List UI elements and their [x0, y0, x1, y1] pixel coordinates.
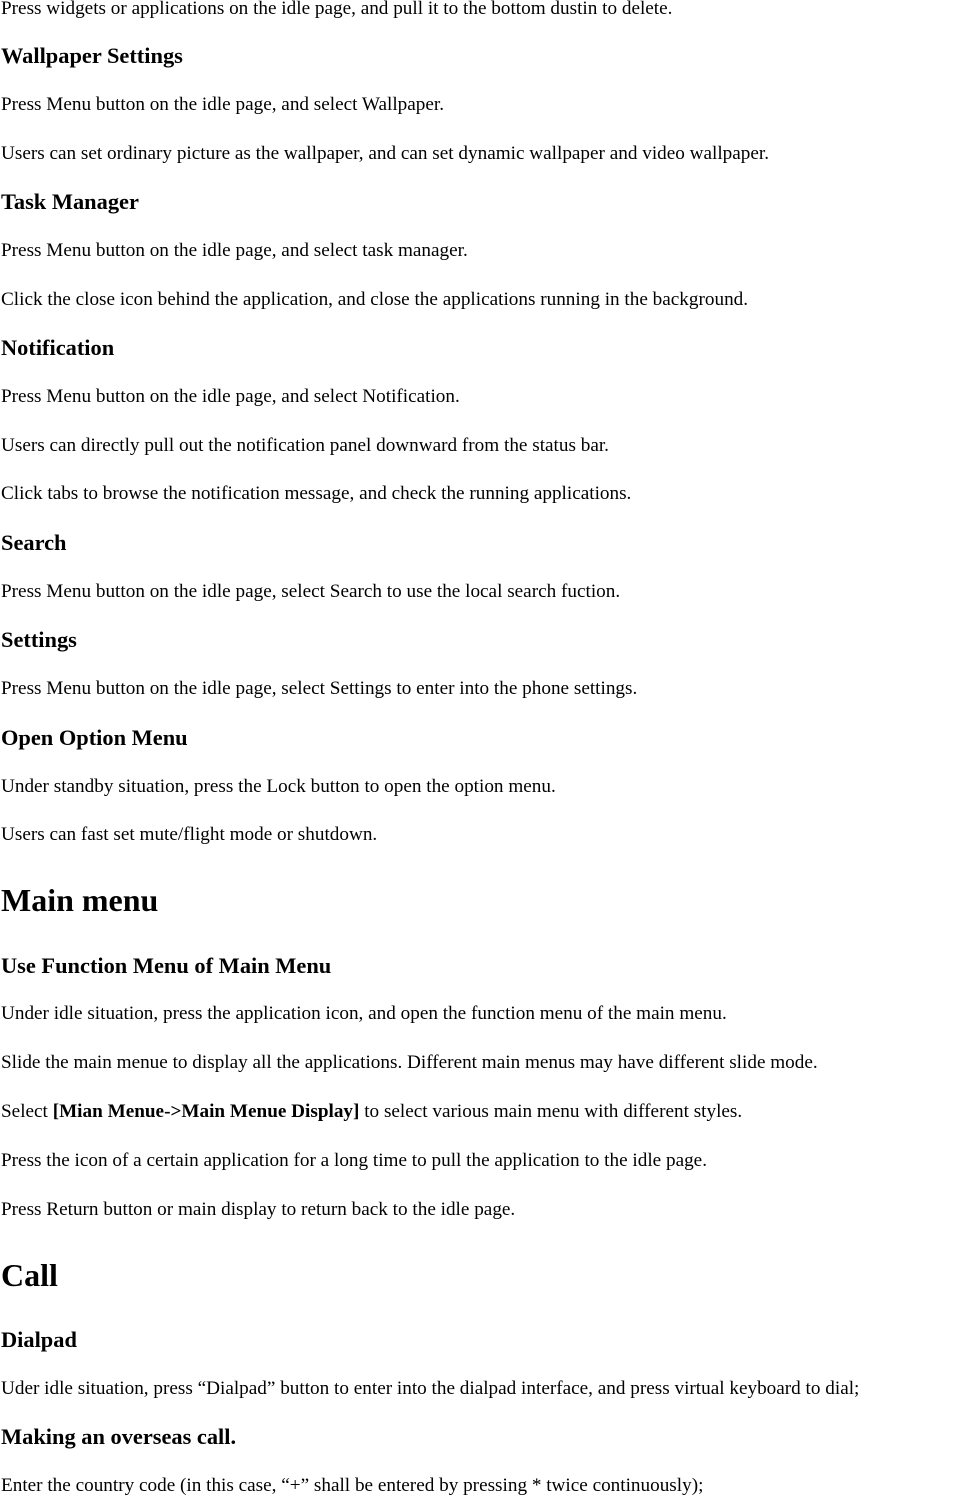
task-manager-paragraph-1: Press Menu button on the idle page, and select task manager. [1, 240, 468, 261]
main-menu-p3-prefix: Select [1, 1101, 53, 1122]
notification-paragraph-3: Click tabs to browse the notification message, and check the running applications. [1, 483, 632, 504]
wallpaper-paragraph-1: Press Menu button on the idle page, and select Wallpaper. [1, 94, 445, 115]
dialpad-heading: Dialpad [1, 1327, 77, 1352]
main-menu-paragraph-3 [1, 1100, 742, 1124]
option-menu-heading: Open Option Menu [1, 725, 188, 750]
option-menu-paragraph-1: Under standby situation, press the Lock button to open the option menu. [1, 776, 556, 797]
dialpad-paragraph-1: Uder idle situation, press “Dialpad” button to enter into the dialpad interface, and press virtual keyboard to dial; [1, 1378, 860, 1399]
main-menu-p3-suffix: to select various main menu with different styles. [359, 1101, 743, 1122]
settings-paragraph-1: Press Menu button on the idle page, select Settings to enter into the phone settings. [1, 678, 638, 699]
settings-heading: Settings [1, 627, 77, 652]
overseas-call-heading: Making an overseas call. [1, 1424, 237, 1449]
task-manager-paragraph-2: Click the close icon behind the application, and close the applications running in the background. [1, 289, 749, 310]
main-menu-display-path: [Mian Menue->Main Menue Display] [52, 1101, 360, 1122]
search-heading: Search [1, 530, 67, 555]
main-menu-paragraph-2: Slide the main menue to display all the applications. Different main menus may have different slide mode. [1, 1052, 818, 1073]
main-menu-paragraph-4: Press the icon of a certain application for a long time to pull the application to the idle page. [1, 1150, 707, 1171]
main-menu-paragraph-5: Press Return button or main display to return back to the idle page. [1, 1199, 516, 1220]
task-manager-heading: Task Manager [1, 189, 139, 214]
function-menu-heading: Use Function Menu of Main Menu [1, 953, 332, 978]
option-menu-paragraph-2: Users can fast set mute/flight mode or shutdown. [1, 824, 378, 845]
notification-paragraph-2: Users can directly pull out the notification panel downward from the status bar. [1, 435, 609, 456]
intro-paragraph: Press widgets or applications on the idle page, and pull it to the bottom dustin to delete. [1, 0, 673, 19]
notification-heading: Notification [1, 335, 115, 360]
call-title: Call [1, 1257, 58, 1293]
overseas-call-paragraph-1: Enter the country code (in this case, “+” shall be entered by pressing * twice continuously); [1, 1475, 704, 1496]
main-menu-paragraph-1: Under idle situation, press the application icon, and open the function menu of the main menu. [1, 1003, 727, 1024]
wallpaper-paragraph-2: Users can set ordinary picture as the wallpaper, and can set dynamic wallpaper and video wallpaper. [1, 143, 770, 164]
wallpaper-settings-heading: Wallpaper Settings [1, 43, 183, 68]
search-paragraph-1: Press Menu button on the idle page, select Search to use the local search fuction. [1, 581, 621, 602]
notification-paragraph-1: Press Menu button on the idle page, and select Notification. [1, 386, 460, 407]
main-menu-title: Main menu [1, 882, 159, 918]
